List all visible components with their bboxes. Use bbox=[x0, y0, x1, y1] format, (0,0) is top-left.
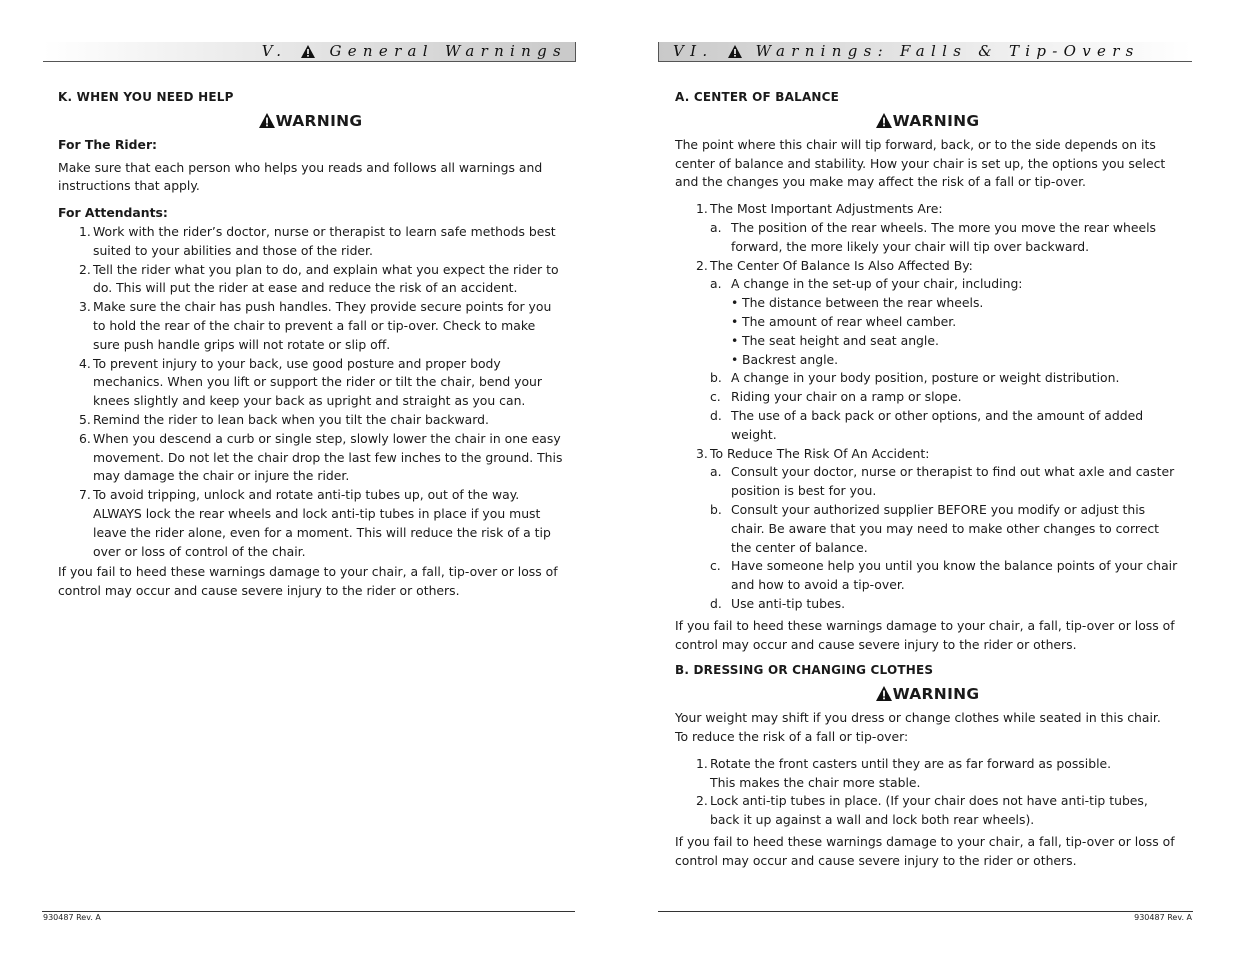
header-title-prefix: V. bbox=[261, 42, 288, 60]
footer-doc-number: 930487 Rev. A bbox=[43, 913, 101, 922]
list-item-text: When you descend a curb or single step, slowly lower the chair in one easy movement. Do not let the chair drop the last few inches to the ground. This may damage the chair or injure the rider. bbox=[93, 430, 563, 484]
section-b-list bbox=[675, 755, 1180, 830]
attendant-list bbox=[58, 223, 563, 561]
closing-warning: If you fail to heed these warnings damage to your chair, a fall, tip-over or loss of control may occur and cause severe injury to the rider or others. bbox=[675, 833, 1175, 868]
warning-triangle-icon bbox=[259, 113, 275, 128]
list-item: a. Consult your doctor, nurse or therapist to find out what axle and caster position is best for you. bbox=[710, 464, 1175, 499]
section-a-list-3 bbox=[675, 445, 1180, 464]
list-item: d. The use of a back pack or other options, and the amount of added weight. bbox=[710, 407, 1144, 442]
bullet-text: The seat height and seat angle. bbox=[742, 332, 939, 348]
section-a-title: A. CENTER OF BALANCE bbox=[675, 90, 840, 104]
header-title-prefix: VI. bbox=[673, 42, 714, 60]
list-item: 7. To avoid tripping, unlock and rotate anti-tip tubes up, out of the way. ALWAYS lock the rear wheels and lock anti-tip tubes in place if you must leave the rider alone, even for a moment. This will reduce the risk of a tip over or loss of control of the chair. bbox=[79, 487, 551, 559]
attendants-heading: For Attendants: bbox=[58, 205, 168, 221]
list-item: 3. Make sure the chair has push handles. They provide secure points for you to hold the rear of the chair to prevent a fall or tip-over. Check to make sure push handle grips will not rotate or slip off. bbox=[79, 299, 552, 352]
warning-triangle-icon bbox=[301, 45, 315, 58]
bullet-text: Backrest angle. bbox=[742, 351, 839, 367]
list-item: 2. The Center Of Balance Is Also Affected By: bbox=[696, 257, 973, 273]
section-a-sublist-3 bbox=[675, 463, 1180, 613]
right-page bbox=[617, 0, 1235, 954]
section-a-sublist-2b bbox=[675, 369, 1180, 444]
list-item-text: Riding your chair on a ramp or slope. bbox=[731, 389, 962, 405]
list-item-text: To prevent injury to your back, use good posture and proper body mechanics. When you lift or support the rider or tilt the chair, bend your knees slightly and keep your back as upright and straight as you can. bbox=[93, 355, 543, 409]
footer-doc-number: 930487 Rev. A bbox=[1134, 913, 1192, 922]
list-item-text: This makes the chair more stable. bbox=[710, 774, 921, 790]
list-item: 5. Remind the rider to lean back when you tilt the chair backward. bbox=[79, 411, 489, 427]
list-item: 1. Rotate the front casters until they are as far forward as possible. This makes the chair more stable. bbox=[696, 755, 1112, 790]
section-a-intro: The point where this chair will tip forward, back, or to the side depends on its center of balance and stability. How your chair is set up, the options you select and the changes you make may affect the risk of a fall or tip-over. bbox=[675, 136, 1166, 190]
list-item-text: Rotate the front casters until they are as far forward as possible. bbox=[710, 755, 1112, 771]
list-item-text: A change in your body position, posture or weight distribution. bbox=[731, 370, 1120, 386]
list-item: b. A change in your body position, posture or weight distribution. bbox=[710, 370, 1120, 386]
list-item: c. Have someone help you until you know the balance points of your chair and how to avoid a tip-over. bbox=[710, 558, 1178, 593]
list-item: b. Consult your authorized supplier BEFORE you modify or adjust this chair. Be aware that you may need to make other changes to correct the center of balance. bbox=[710, 501, 1159, 555]
warning-triangle-icon bbox=[876, 686, 892, 701]
list-item-text: Consult your authorized supplier BEFORE you modify or adjust this chair. Be aware that you may need to make other changes to correct the center of balance. bbox=[731, 501, 1159, 555]
warning-text: WARNING bbox=[892, 111, 980, 130]
warning-triangle-icon bbox=[876, 113, 892, 128]
left-content bbox=[58, 88, 563, 601]
page-header bbox=[658, 42, 1192, 62]
bullet-list bbox=[675, 294, 1180, 369]
list-item-text: Lock anti-tip tubes in place. (If your chair does not have anti-tip tubes, back it up against a wall and lock both rear wheels). bbox=[710, 793, 1148, 828]
page-header bbox=[43, 42, 576, 62]
list-item: 4. To prevent injury to your back, use good posture and proper body mechanics. When you lift or support the rider or tilt the chair, bend your knees slightly and keep your back as upright and straight as you can. bbox=[79, 355, 543, 409]
list-item-text: A change in the set-up of your chair, including: bbox=[731, 276, 1023, 292]
bullet-text: The distance between the rear wheels. bbox=[742, 295, 984, 311]
list-item: 6. When you descend a curb or single step, slowly lower the chair in one easy movement. Do not let the chair drop the last few inches to the ground. This may damage the chair or injure the rider. bbox=[79, 430, 563, 484]
warning-label bbox=[675, 111, 1180, 131]
list-item: 1. The Most Important Adjustments Are: bbox=[696, 201, 943, 217]
section-b-title: B. DRESSING OR CHANGING CLOTHES bbox=[675, 663, 934, 678]
warning-label bbox=[58, 111, 563, 131]
header-title bbox=[262, 42, 567, 61]
list-item-text: Consult your doctor, nurse or therapist to find out what axle and caster position is best for you. bbox=[731, 464, 1175, 499]
section-a-sublist-1 bbox=[675, 219, 1180, 257]
bullet-item: • The seat height and seat angle. bbox=[731, 332, 939, 348]
header-title-text: Warnings: Falls & Tip-Overs bbox=[755, 42, 1140, 60]
warning-text: WARNING bbox=[275, 111, 363, 130]
list-item: 2. Tell the rider what you plan to do, and explain what you expect the rider to do. This will put the rider at ease and reduce the risk of an accident. bbox=[79, 261, 559, 296]
list-item-text: Use anti-tip tubes. bbox=[731, 595, 846, 611]
rider-heading: For The Rider: bbox=[58, 136, 158, 152]
list-item: d. Use anti-tip tubes. bbox=[710, 595, 846, 611]
list-item: c. Riding your chair on a ramp or slope. bbox=[710, 389, 962, 405]
bullet-text: The amount of rear wheel camber. bbox=[742, 313, 957, 329]
list-item: a. The position of the rear wheels. The more you move the rear wheels forward, the more likely your chair will tip over backward. bbox=[710, 219, 1156, 254]
section-b-intro-2: To reduce the risk of a fall or tip-over: bbox=[675, 728, 909, 744]
section-a-list bbox=[675, 200, 1180, 219]
footer-rule bbox=[42, 911, 575, 912]
list-item-text: Have someone help you until you know the balance points of your chair and how to avoid a tip-over. bbox=[731, 558, 1178, 593]
closing-warning: If you fail to heed these warnings damage to your chair, a fall, tip-over or loss of control may occur and cause severe injury to the rider or others. bbox=[58, 564, 558, 599]
list-item-text: The Most Important Adjustments Are: bbox=[710, 201, 943, 217]
list-item-text: Remind the rider to lean back when you tilt the chair backward. bbox=[93, 411, 489, 427]
section-title: K. WHEN YOU NEED HELP bbox=[58, 90, 234, 104]
list-item: 2. Lock anti-tip tubes in place. (If your chair does not have anti-tip tubes, back it up against a wall and lock both rear wheels). bbox=[696, 793, 1148, 828]
list-item-text: Make sure the chair has push handles. They provide secure points for you to hold the rear of the chair to prevent a fall or tip-over. Check to make sure push handle grips will not rotate or slip off. bbox=[93, 299, 552, 352]
warning-text: WARNING bbox=[892, 685, 980, 704]
footer-rule bbox=[658, 911, 1193, 912]
warning-triangle-icon bbox=[728, 45, 742, 58]
left-page bbox=[0, 0, 617, 954]
section-a-sublist-2 bbox=[675, 275, 1180, 294]
list-item-text: Tell the rider what you plan to do, and explain what you expect the rider to do. This will put the rider at ease and reduce the risk of an accident. bbox=[93, 261, 559, 296]
list-item-text: The use of a back pack or other options, and the amount of added weight. bbox=[731, 407, 1144, 442]
rider-text: Make sure that each person who helps you reads and follows all warnings and instructions that apply. bbox=[58, 159, 543, 194]
list-item-text: The position of the rear wheels. The more you move the rear wheels forward, the more likely your chair will tip over backward. bbox=[731, 219, 1156, 254]
bullet-item: • Backrest angle. bbox=[731, 351, 839, 367]
header-title bbox=[673, 42, 1140, 61]
list-item-text: To Reduce The Risk Of An Accident: bbox=[710, 445, 930, 461]
warning-label bbox=[675, 684, 1180, 704]
list-item: a. A change in the set-up of your chair, including: bbox=[710, 276, 1023, 292]
closing-warning: If you fail to heed these warnings damage to your chair, a fall, tip-over or loss of control may occur and cause severe injury to the rider or others. bbox=[675, 617, 1175, 652]
list-item-text: The Center Of Balance Is Also Affected By: bbox=[710, 257, 973, 273]
list-item-text: Work with the rider’s doctor, nurse or therapist to learn safe methods best suited to your abilities and those of the rider. bbox=[93, 223, 556, 258]
list-item: 3. To Reduce The Risk Of An Accident: bbox=[696, 445, 930, 461]
bullet-item: • The distance between the rear wheels. bbox=[731, 295, 984, 311]
header-title-text: General Warnings bbox=[329, 42, 567, 60]
bullet-item: • The amount of rear wheel camber. bbox=[731, 313, 957, 329]
right-content bbox=[675, 88, 1180, 870]
section-a-list-2 bbox=[675, 257, 1180, 276]
list-item: 1. Work with the rider’s doctor, nurse or therapist to learn safe methods best suited to your abilities and those of the rider. bbox=[79, 223, 556, 258]
list-item-text: To avoid tripping, unlock and rotate anti-tip tubes up, out of the way. ALWAYS lock the rear wheels and lock anti-tip tubes in place if you must leave the rider alone, even for a moment. This will reduce the risk of a tip over or loss of control of the chair. bbox=[93, 487, 551, 559]
section-b-intro-1: Your weight may shift if you dress or change clothes while seated in this chair. bbox=[675, 710, 1161, 726]
